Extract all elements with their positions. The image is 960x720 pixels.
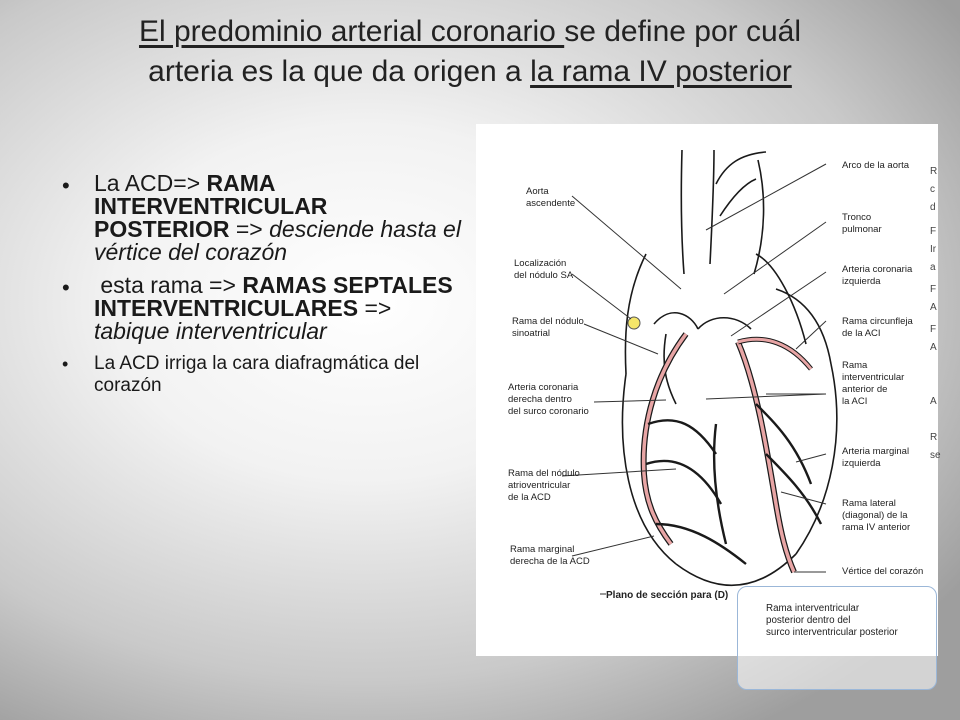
label-av-branch-2: atrioventricular	[508, 480, 571, 491]
side-cut-3: d	[930, 202, 936, 213]
label-aorta-2: ascendente	[526, 198, 576, 209]
labels-right	[842, 160, 923, 577]
bullet-item-2	[62, 274, 462, 343]
side-cut-9: F	[930, 324, 937, 335]
branch-vessels	[646, 404, 821, 564]
side-cut-1: R	[930, 166, 938, 177]
callout-line-1: Rama interventricular	[766, 603, 860, 614]
side-cut-11: A	[930, 396, 937, 407]
label-pulmonary-trunk-1: Tronco	[842, 212, 872, 223]
bullet-2-prefix: esta rama =>	[94, 272, 243, 298]
bullet-dot-icon: •	[62, 173, 70, 198]
label-aorta-1: Aorta	[526, 186, 549, 197]
label-diagonal-1: Rama lateral	[842, 498, 896, 509]
label-sa-location-1: Localización	[514, 258, 567, 269]
label-diagonal-3: rama IV anterior	[842, 522, 911, 533]
callout-line-3: surco interventricular posterior	[766, 627, 898, 638]
slide-title	[40, 12, 900, 92]
label-lca-2: izquierda	[842, 276, 881, 287]
bullet-1-bold: RAMA INTERVENTRICULAR POSTERIOR	[94, 170, 328, 242]
callout-text	[766, 603, 936, 639]
callout-line-2: posterior dentro del	[766, 615, 851, 626]
side-cut-8: A	[930, 302, 937, 313]
title-underlined-1: El predominio arterial coronario	[138, 15, 565, 48]
label-aortic-arch: Arco de la aorta	[842, 160, 910, 171]
side-cut-10: A	[930, 342, 937, 353]
label-circumflex-2: de la ACI	[842, 328, 881, 339]
label-rca-2: derecha dentro	[508, 394, 572, 405]
label-section-plane: Plano de sección para (D)	[606, 590, 729, 601]
side-cut-4: F	[930, 226, 937, 237]
bullet-1-italic: desciende hasta el vértice del corazón	[94, 216, 461, 265]
bullet-1-prefix: La ACD=>	[94, 170, 207, 196]
title-underlined-2: la rama IV posterior	[530, 55, 792, 88]
label-sa-location-2: del nódulo SA	[514, 270, 574, 281]
labels-left	[508, 186, 590, 567]
bullet-dot-icon: •	[62, 354, 69, 374]
label-lad-2: interventricular	[842, 372, 905, 383]
bullet-item-3	[62, 353, 462, 397]
side-cut-13: se	[930, 450, 941, 461]
label-right-marginal-2: derecha de la ACD	[510, 556, 590, 567]
heart-diagram	[476, 124, 941, 656]
label-left-marginal-2: izquierda	[842, 458, 881, 469]
title-plain-2: arteria es la que da origen a	[148, 55, 531, 88]
label-av-branch-3: de la ACD	[508, 492, 551, 503]
label-rca-1: Arteria coronaria	[508, 382, 579, 393]
title-line-1	[40, 12, 900, 52]
title-rest-1: se define por cuál	[564, 15, 802, 48]
label-sa-branch-2: sinoatrial	[512, 328, 551, 339]
label-circumflex-1: Rama circunfleja	[842, 316, 913, 327]
bullet-3-text: La ACD irriga la cara diafragmática del corazón	[94, 353, 420, 396]
label-lad-3: anterior de	[842, 384, 888, 395]
side-cut-7: F	[930, 284, 937, 295]
label-pulmonary-trunk-2: pulmonar	[842, 224, 882, 235]
label-rca-3: del surco coronario	[508, 406, 589, 417]
label-sa-branch-1: Rama del nódulo	[512, 316, 584, 327]
side-cut-2: c	[930, 184, 935, 195]
label-diagonal-2: (diagonal) de la	[842, 510, 908, 521]
bullet-dot-icon: •	[62, 275, 70, 300]
label-lad-4: la ACI	[842, 396, 868, 407]
bullet-list	[62, 172, 462, 407]
leader-lines	[562, 164, 826, 572]
heart-illustration	[476, 124, 941, 656]
bullet-2-italic: tabique interventricular	[94, 318, 327, 344]
label-av-branch-1: Rama del nódulo	[508, 468, 580, 479]
label-left-marginal-1: Arteria marginal	[842, 446, 910, 457]
left-anterior-descending-artery	[738, 342, 794, 572]
label-apex: Vértice del corazón	[842, 566, 924, 577]
label-lad-1: Rama	[842, 360, 868, 371]
side-cut-text	[930, 166, 941, 461]
bullet-2-arrow: =>	[358, 295, 392, 321]
side-cut-6: a	[930, 262, 936, 273]
sa-node-marker	[628, 317, 640, 329]
side-cut-12: R	[930, 432, 938, 443]
label-lca-1: Arteria coronaria	[842, 264, 913, 275]
label-right-marginal-1: Rama marginal	[510, 544, 575, 555]
bullet-1-arrow: =>	[229, 216, 270, 242]
side-cut-5: Ir	[930, 244, 937, 255]
bullet-2-bold: RAMAS SEPTALES INTERVENTRICULARES	[94, 272, 453, 321]
title-line-2	[40, 52, 900, 92]
right-coronary-artery	[644, 334, 686, 544]
bullet-item-1	[62, 172, 462, 264]
callout-box	[737, 586, 937, 690]
